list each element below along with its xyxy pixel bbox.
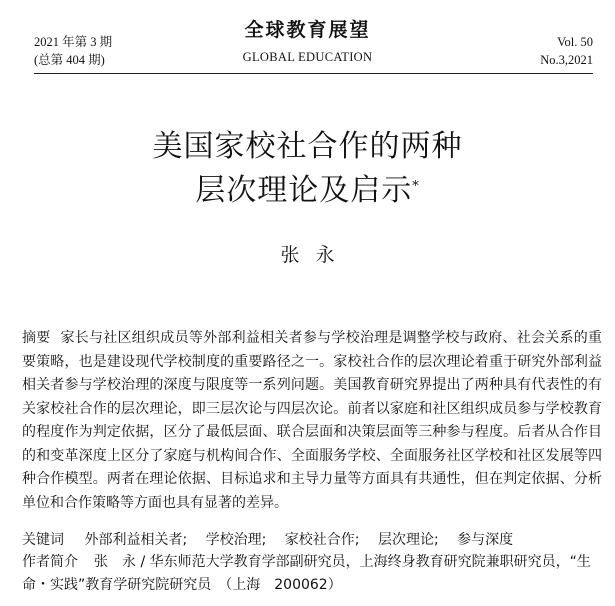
- issue-number: 2021 年第 3 期: [34, 35, 113, 49]
- volume-number: Vol. 50: [557, 35, 593, 49]
- issue-date: No.3,2021: [540, 53, 593, 67]
- title-line-2-text: 层次理论及启示: [195, 173, 413, 208]
- journal-logo: 全球教育展望: [244, 19, 371, 41]
- keyword: 参与深度: [457, 532, 514, 548]
- journal-masthead: [0, 18, 615, 65]
- abstract-text: 家长与社区组织成员等外部利益相关者参与学校治理是调整学校与政府、社会关系的重要策略，也是建设现代学校制度的重要路径之一。家校社合作的层次理论着重于研究外部利益相关者参与学校治理的深度与限度等一系列问题。美国教育研究界提出了两种具有代表性的有关家校社合作的层次理论，即三层次论与四层次论。前者以家庭和社区组织成员参与学校教育的程度作为判定依据，区分了最低层面、联合层面和决策层面等三种参与程度。后者从合作目的和变革深度上区分了家庭与机构间合作、全面服务学校、全面服务社区学校和社区发展等四种合作模型。两者在理论依据、目标追求和主导力量等方面具有共通性，但在判定依据、分析单位和合作策略等方面也具有显著的差异。: [22, 330, 603, 511]
- header-divider: [34, 73, 593, 74]
- title-line-1: 美国家校社合作的两种: [152, 129, 463, 164]
- author-name: 张永: [280, 244, 351, 266]
- keyword: 外部利益相关者;: [84, 532, 188, 548]
- keywords-label: 关键词: [22, 532, 64, 548]
- keywords: [22, 529, 602, 551]
- author-bio-text: 张 永 / 华东师范大学教育学部副研究员，上海终身教育研究院兼职研究员，“生命・实践”教育学研究院研究员 （上海 200062）: [22, 554, 591, 593]
- cumulative-issue: (总第 404 期): [34, 53, 105, 67]
- volume-info: [540, 33, 593, 69]
- article-title: [0, 125, 615, 213]
- keyword: 层次理论;: [377, 532, 439, 548]
- keyword: 学校治理;: [205, 532, 267, 548]
- author-bio-label: 作者简介: [22, 554, 78, 570]
- abstract: [22, 327, 602, 515]
- abstract-label: 摘要: [22, 330, 51, 346]
- journal-english-name: GLOBAL EDUCATION: [242, 50, 373, 64]
- keyword: 家校社合作;: [284, 532, 360, 548]
- author-bio: [22, 551, 607, 597]
- title-footnote-mark: *: [412, 179, 420, 194]
- title-line-2: [0, 169, 615, 213]
